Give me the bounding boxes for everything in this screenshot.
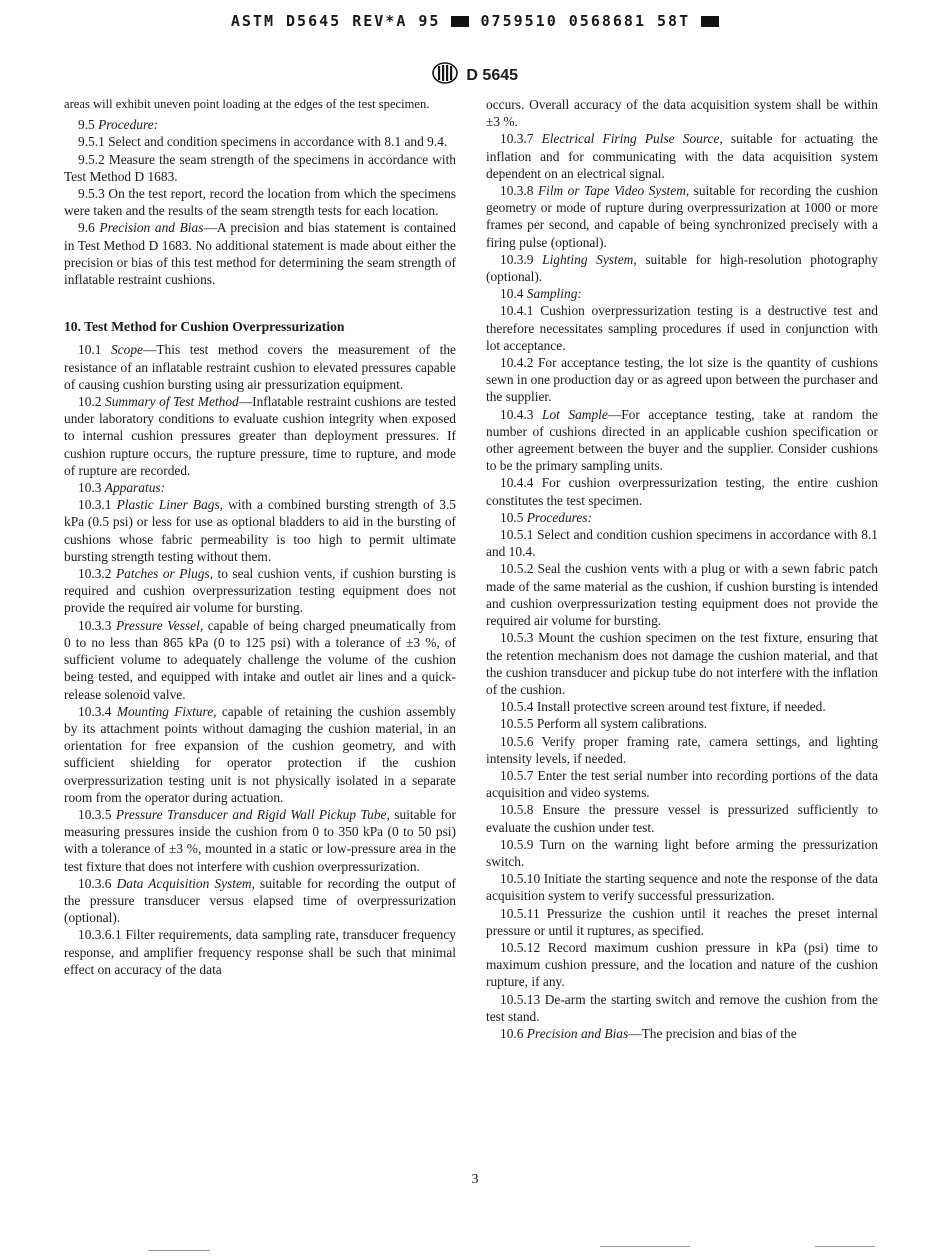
standard-header [0, 62, 950, 85]
paragraph: 10.4.3 Lot Sample—For acceptance testing, take at random the number of cushions directed in an applicable cushion specification or other agreement between the buyer and the supplier. Consider cushions to be the primary sampling units. [486, 406, 878, 474]
right-column [486, 96, 878, 1042]
scan-code-part2: 0759510 0568681 58T [480, 12, 691, 30]
paragraph: 10.3.1 Plastic Liner Bags, with a combined bursting strength of 3.5 kPa (0.5 psi) or less for use as optional bladders to aid in the bursting of cushions whose fabric permeability is too high to permit ultimate bursting strength testing without them. [64, 497, 456, 564]
page-number: 3 [471, 1172, 479, 1187]
paragraph: 9.5.1 Select and condition specimens in accordance with 8.1 and 9.4. [78, 134, 448, 150]
astm-logo-icon [432, 62, 458, 84]
black-bar-mark [451, 16, 469, 27]
paragraph: 10.3.6.1 Filter requirements, data sampling rate, transducer frequency response, and amplifier frequency response shall be such that minimal effect on accuracy of the data [64, 927, 456, 977]
paragraph: 10.3.2 Patches or Plugs, to seal cushion vents, if cushion bursting is required and cushion overpressurization testing equipment does not provide the required air volume for bursting. [64, 566, 456, 616]
paragraph: 10.1 Scope—This test method covers the measurement of the resistance of an inflatable restraint cushion to elevated pressures capable of causing cushion bursting using air pressurization equipment. [64, 342, 456, 392]
paragraph: 10.4 Sampling: [500, 286, 582, 302]
paragraph: 10.3 Apparatus: [78, 480, 166, 496]
paragraph: 10.5.4 Install protective screen around test fixture, if needed. [500, 699, 826, 715]
paragraph: 10.5.13 De-arm the starting switch and remove the cushion from the test stand. [486, 991, 878, 1024]
paragraph: 9.5.2 Measure the seam strength of the specimens in accordance with Test Method D 1683. [64, 151, 456, 184]
paragraph: 10.3.4 Mounting Fixture, capable of retaining the cushion assembly by its attachment points without damaging the cushion material, in an orientation for free expansion of the cushion geometry, and with sufficient shielding for operator protection if the cushion overpressurization testing unit is not physically isolated in a separate room from the operator during actuation. [64, 703, 456, 805]
paragraph: 10.3.8 Film or Tape Video System, suitable for recording the cushion geometry or mode of rupture during overpressurization at 1000 or more frames per second, and capable of being synchronized precisely with a firing pulse (optional). [486, 183, 878, 250]
scan-artifact-line [815, 1246, 875, 1247]
paragraph: 10.5.5 Perform all system calibrations. [500, 716, 708, 732]
paragraph: 10.5.1 Select and condition cushion specimens in accordance with 8.1 and 10.4. [486, 527, 878, 560]
scan-artifact-line [600, 1246, 690, 1247]
paragraph: 10.5.8 Ensure the pressure vessel is pressurized sufficiently to evaluate the cushion under test. [486, 802, 878, 835]
scan-artifact-line [148, 1250, 210, 1251]
paragraph: 10.5.2 Seal the cushion vents with a plug or with a sewn fabric patch made of the same material as the cushion, if cushion bursting is intended and cushion overpressurization testing equipment does not provide the required air volume for bursting. [486, 561, 878, 629]
paragraph: areas will exhibit uneven point loading at the edges of the test specimen. [64, 97, 430, 111]
paragraph: 10.3.3 Pressure Vessel, capable of being charged pneumatically from 0 to no less than 865 kPa (0 to 125 psi) with a tolerance of ±3 %, of sufficient volume to adequately challenge the volume of the cushion being tested, and equipped with intake and outlet air lines and a quick-release solenoid valve. [64, 617, 457, 702]
paragraph: 9.6 Precision and Bias—A precision and bias statement is contained in Test Method D 1683. No additional statement is made about either the precision or bias of this test method for determining the seam strength of inflatable restraint cushions. [64, 220, 456, 288]
paragraph: 10.4.1 Cushion overpressurization testing is a destructive test and therefore necessitates sampling procedures if used in conjunction with lot acceptance. [486, 303, 878, 353]
scan-code-part1: ASTM D5645 REV*A 95 [230, 12, 441, 30]
paragraph: 10.5 Procedures: [500, 509, 592, 525]
paragraph: 10.3.5 Pressure Transducer and Rigid Wall Pickup Tube, suitable for measuring pressures inside the cushion from 0 to 350 kPa (0 to 50 psi) with a tolerance of ±3 %, mounted in a static or low-pressure area in the test fixture that does not interfere with cushion overpressurization. [64, 806, 456, 874]
paragraph: 10.5.10 Initiate the starting sequence and note the response of the data acquisition system to verify successful pressurization. [486, 871, 878, 904]
black-bar-mark-2 [701, 16, 719, 27]
paragraph: 10.6 Precision and Bias—The precision and bias of the [500, 1025, 797, 1041]
paragraph: 10.5.3 Mount the cushion specimen on the test fixture, ensuring that the retention mechanism does not damage the cushion material, and that the cushion transducer and pickup tube do not interfere with the inflation of the cushion. [486, 630, 878, 697]
paragraph: 10.3.7 Electrical Firing Pulse Source, suitable for actuating the inflation and for communicating with the data acquisition system dependent on an electrical signal. [486, 131, 878, 181]
paragraph: occurs. Overall accuracy of the data acquisition system shall be within ±3 %. [486, 97, 878, 130]
paragraph: 10.5.12 Record maximum cushion pressure in kPa (psi) time to maximum cushion pressure, and the location and nature of the cushion rupture, if any. [486, 939, 878, 990]
paragraph: 10.4.2 For acceptance testing, the lot size is the quantity of cushions sewn in one production day or as agreed upon between the purchaser and the supplier. [486, 355, 878, 405]
paragraph: 10.5.9 Turn on the warning light before arming the pressurization switch. [486, 836, 878, 869]
paragraph: 9.5 Procedure: [78, 117, 159, 133]
paragraph: 10.5.11 Pressurize the cushion until it reaches the preset internal pressure or until it ruptures, as specified. [486, 905, 878, 938]
paragraph: 10.3.6 Data Acquisition System, suitable for recording the output of the pressure transducer versus elapsed time of overpressurization (optional). [64, 875, 456, 926]
section-heading: 10. Test Method for Cushion Overpressurization [64, 319, 345, 335]
paragraph: 10.4.4 For cushion overpressurization testing, the entire cushion constitutes the test specimen. [486, 475, 878, 508]
paragraph: 10.5.6 Verify proper framing rate, camera settings, and lighting intensity levels, if needed. [486, 733, 878, 766]
standard-number: D 5645 [466, 67, 519, 84]
paragraph: 10.3.9 Lighting System, suitable for high-resolution photography (optional). [486, 251, 878, 285]
paragraph: 10.5.7 Enter the test serial number into recording portions of the data acquisition and video systems. [486, 767, 878, 801]
paragraph: 10.2 Summary of Test Method—Inflatable restraint cushions are tested under laboratory conditions to evaluate cushion integrity when exposed to internal cushion pressures greater than deployment pressures. If cushion rupture occurs, the rupture pressure, time to rupture, and mode of rupture are recorded. [64, 394, 456, 478]
scan-header-code [0, 12, 950, 30]
left-column [64, 96, 456, 978]
paragraph: 9.5.3 On the test report, record the location from which the specimens were taken and the results of the seam strength tests for each location. [64, 186, 456, 219]
